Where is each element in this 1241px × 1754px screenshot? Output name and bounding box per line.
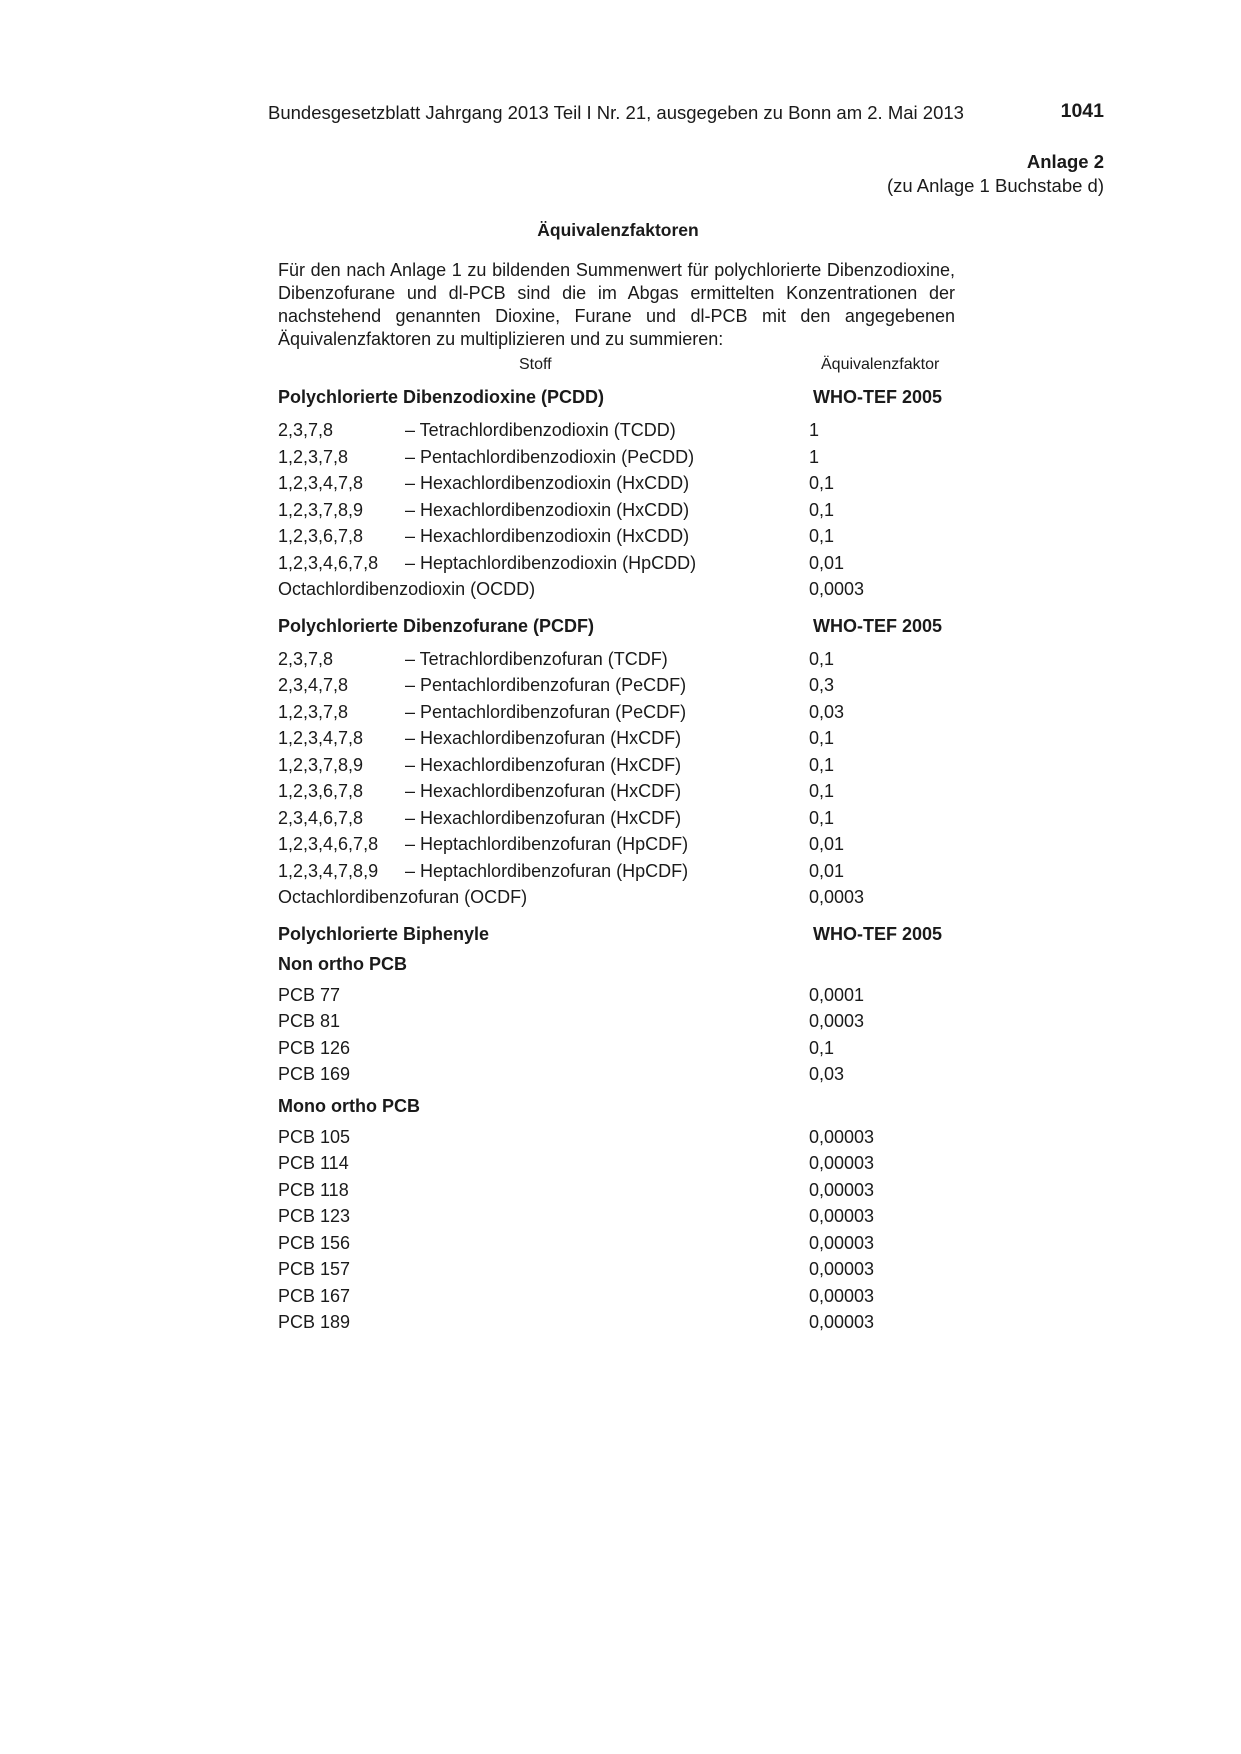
publication-line: Bundesgesetzblatt Jahrgang 2013 Teil I Nr. 21, ausgegeben zu Bonn am 2. Mai 2013: [268, 102, 964, 123]
chlorine-positions: 1,2,3,7,8: [278, 446, 349, 467]
substance-name: – Pentachlordibenzofuran (PeCDF): [405, 701, 687, 722]
substance-name: – Hexachlordibenzofuran (HxCDF): [405, 807, 682, 828]
equivalence-factor-value: 0,0003: [809, 887, 865, 907]
substance-name: PCB 189: [278, 1312, 351, 1332]
substance-name: PCB 77: [278, 984, 341, 1005]
equivalence-factor-value: 0,00003: [809, 1179, 875, 1200]
non-ortho-rows: [278, 981, 978, 1087]
table-row: [278, 857, 978, 884]
pcdd-rows: [278, 416, 978, 602]
subsection-title: Mono ortho PCB: [278, 1095, 420, 1116]
table-row: [278, 751, 978, 778]
chlorine-positions: 2,3,7,8: [278, 648, 334, 669]
column-header-faktor: Äquivalenzfaktor: [821, 356, 940, 373]
annex-reference: (zu Anlage 1 Buchstabe d): [886, 175, 1104, 196]
chlorine-positions: 1,2,3,7,8,9: [278, 754, 364, 775]
subsection-title: Non ortho PCB: [278, 953, 407, 974]
substance-name: PCB 81: [278, 1011, 341, 1031]
equivalence-factor-value: 0,1: [809, 499, 835, 520]
substance-name: – Hexachlordibenzodioxin (HxCDD): [405, 526, 690, 546]
equivalence-factor-value: 0,00003: [809, 1312, 875, 1332]
equivalence-factor-value: 0,00003: [809, 1126, 875, 1147]
table-row: [278, 1034, 978, 1061]
section-tef-label: WHO-TEF 2005: [813, 923, 943, 944]
equivalence-factor-value: 0,1: [809, 648, 835, 669]
equivalence-factor-value: 0,00003: [809, 1232, 875, 1253]
substance-name: – Hexachlordibenzofuran (HxCDF): [405, 728, 682, 748]
table-row: [278, 496, 978, 523]
table-row: [278, 549, 978, 576]
substance-name: – Heptachlordibenzofuran (HpCDF): [405, 860, 689, 881]
equivalence-factor-value: 0,1: [809, 807, 835, 828]
table-row: [278, 1123, 978, 1150]
pcdf-rows: [278, 645, 978, 910]
table-row: [278, 804, 978, 831]
column-header-stoff: Stoff: [519, 356, 552, 373]
equivalence-factor-value: 0,01: [809, 552, 845, 573]
equivalence-factor-value: 0,1: [809, 754, 835, 775]
table-row: [278, 724, 978, 751]
substance-name: – Hexachlordibenzodioxin (HxCDD): [405, 473, 690, 493]
section-heading-pcb: [278, 919, 978, 949]
table-row: [278, 1282, 978, 1309]
section-title: Polychlorierte Dibenzofurane (PCDF): [278, 615, 595, 636]
chlorine-positions: 2,3,4,7,8: [278, 675, 349, 695]
substance-name: PCB 169: [278, 1064, 351, 1084]
substance-name: – Pentachlordibenzofuran (PeCDF): [405, 675, 687, 695]
substance-name: PCB 126: [278, 1037, 351, 1058]
table-row: [278, 1255, 978, 1282]
annex-label: [887, 150, 1104, 198]
table-row: [278, 1202, 978, 1229]
equivalence-factor-value: 0,0001: [809, 984, 865, 1005]
equivalence-factor-value: 0,1: [809, 526, 835, 546]
substance-name: PCB 123: [278, 1206, 351, 1226]
substance-name: – Heptachlordibenzodioxin (HpCDD): [405, 552, 697, 573]
equivalence-factor-value: 0,1: [809, 1037, 835, 1058]
equivalence-factor-value: 0,1: [809, 473, 835, 493]
chlorine-positions: 1,2,3,6,7,8: [278, 781, 364, 801]
chlorine-positions: 1,2,3,6,7,8: [278, 526, 364, 546]
substance-name: PCB 114: [278, 1153, 349, 1173]
mono-ortho-rows: [278, 1123, 978, 1335]
substance-name: PCB 156: [278, 1232, 351, 1253]
table-row: [278, 416, 978, 443]
table-row: [278, 883, 978, 910]
table-row: [278, 522, 978, 549]
equivalence-factor-value: 1: [809, 446, 820, 467]
table-row: [278, 698, 978, 725]
table-row: [278, 645, 978, 672]
table-row: [278, 1060, 978, 1087]
table-row: [278, 1308, 978, 1335]
substance-name: PCB 118: [278, 1179, 349, 1200]
chlorine-positions: 1,2,3,4,7,8,9: [278, 860, 379, 881]
substance-name: – Hexachlordibenzodioxin (HxCDD): [405, 499, 690, 520]
equivalence-factor-table: [278, 356, 978, 1335]
substance-name: PCB 157: [278, 1259, 351, 1279]
chlorine-positions: 1,2,3,7,8: [278, 701, 349, 722]
section-heading-pcdd: [278, 382, 978, 412]
subsection-heading-mono-ortho: [278, 1091, 978, 1123]
chlorine-positions: 1,2,3,4,6,7,8: [278, 834, 379, 854]
substance-name: Octachlordibenzodioxin (OCDD): [278, 579, 536, 599]
document-title: Äquivalenzfaktoren: [537, 220, 699, 240]
subsection-heading-non-ortho: [278, 949, 978, 981]
page-number: 1041: [1060, 100, 1104, 122]
equivalence-factor-value: 0,0003: [809, 579, 865, 599]
table-row: [278, 981, 978, 1008]
table-row: [278, 777, 978, 804]
equivalence-factor-value: 0,0003: [809, 1011, 865, 1031]
equivalence-factor-value: 0,00003: [809, 1285, 875, 1306]
table-row: [278, 1007, 978, 1034]
equivalence-factor-value: 0,03: [809, 701, 845, 722]
equivalence-factor-value: 0,1: [809, 781, 835, 801]
table-row: [278, 1176, 978, 1203]
substance-name: – Heptachlordibenzofuran (HpCDF): [405, 834, 689, 854]
substance-name: – Pentachlordibenzodioxin (PeCDD): [405, 446, 695, 467]
table-row: [278, 1149, 978, 1176]
table-row: [278, 671, 978, 698]
running-head: [268, 100, 1104, 124]
section-title: Polychlorierte Biphenyle: [278, 923, 490, 944]
table-row: [278, 469, 978, 496]
chlorine-positions: 1,2,3,4,7,8: [278, 473, 364, 493]
chlorine-positions: 1,2,3,4,7,8: [278, 728, 364, 748]
equivalence-factor-value: 0,01: [809, 860, 845, 881]
equivalence-factor-value: 0,1: [809, 728, 835, 748]
equivalence-factor-value: 0,03: [809, 1064, 845, 1084]
substance-name: PCB 167: [278, 1285, 351, 1306]
equivalence-factor-value: 0,3: [809, 675, 835, 695]
section-tef-label: WHO-TEF 2005: [813, 615, 943, 636]
substance-name: – Tetrachlordibenzofuran (TCDF): [405, 648, 668, 669]
chlorine-positions: 1,2,3,4,6,7,8: [278, 552, 379, 573]
equivalence-factor-value: 0,00003: [809, 1206, 875, 1226]
equivalence-factor-value: 1: [809, 420, 820, 440]
section-tef-label: WHO-TEF 2005: [813, 387, 943, 407]
equivalence-factor-value: 0,00003: [809, 1153, 875, 1173]
chlorine-positions: 2,3,4,6,7,8: [278, 807, 364, 828]
table-row: [278, 443, 978, 470]
table-row: [278, 1229, 978, 1256]
section-heading-pcdf: [278, 611, 978, 641]
substance-name: Octachlordibenzofuran (OCDF): [278, 887, 528, 907]
table-column-headers: [278, 356, 978, 382]
table-row: [278, 830, 978, 857]
table-row: [278, 575, 978, 602]
equivalence-factor-value: 0,01: [809, 834, 845, 854]
equivalence-factor-value: 0,00003: [809, 1259, 875, 1279]
substance-name: – Hexachlordibenzofuran (HxCDF): [405, 754, 682, 775]
intro-paragraph: Für den nach Anlage 1 zu bildenden Summenwert für polychlorierte Dibenzodioxine, Dibenzofurane und dl-PCB sind die im Abgas ermittelten Konzentrationen der nachstehend genannten Dioxine, Furane und dl-PCB mit den angegebenen Äquivalenzfaktoren zu multiplizieren und zu summieren:: [278, 260, 955, 349]
chlorine-positions: 2,3,7,8: [278, 420, 334, 440]
substance-name: – Hexachlordibenzofuran (HxCDF): [405, 781, 682, 801]
substance-name: PCB 105: [278, 1126, 351, 1147]
section-title: Polychlorierte Dibenzodioxine (PCDD): [278, 387, 605, 407]
chlorine-positions: 1,2,3,7,8,9: [278, 499, 364, 520]
substance-name: – Tetrachlordibenzodioxin (TCDD): [405, 420, 676, 440]
annex-title: Anlage 2: [1026, 151, 1104, 172]
